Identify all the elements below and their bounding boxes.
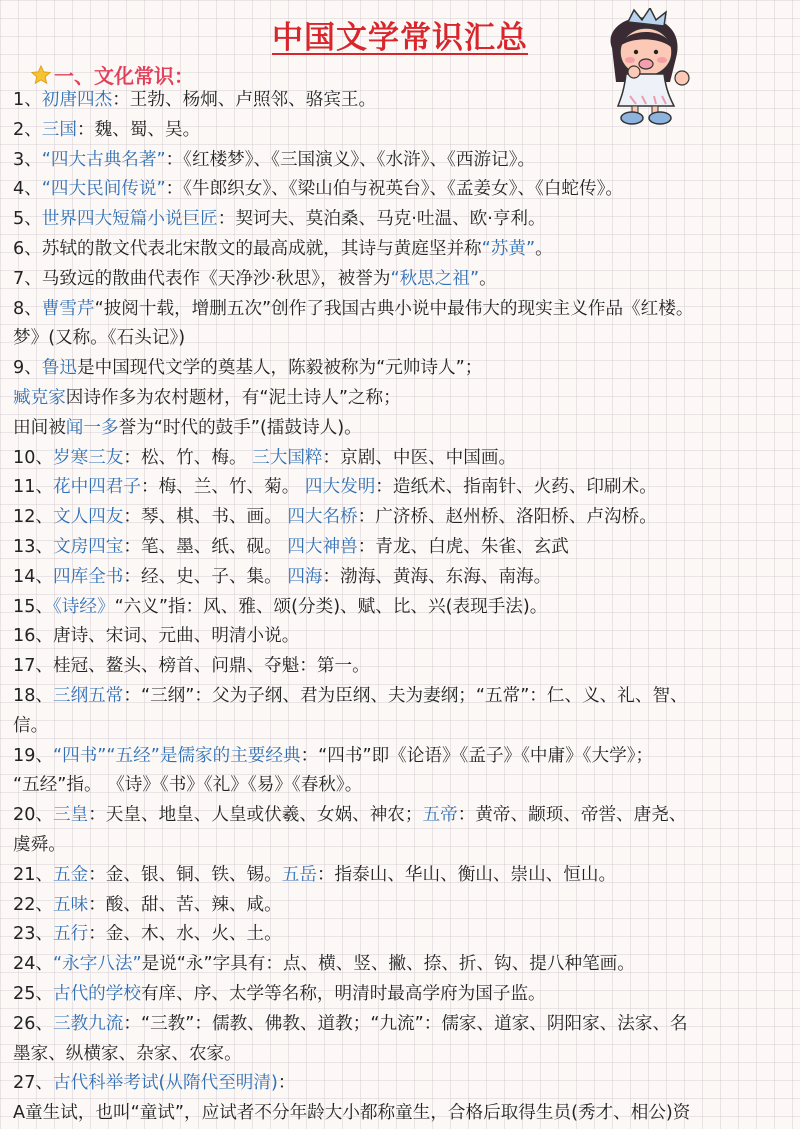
highlight-term: 五味 xyxy=(52,894,89,915)
text-line xyxy=(13,593,798,623)
highlight-term: 三纲五常 xyxy=(52,685,124,706)
line-text: 7、马致远的散曲代表作《天净沙·秋思》，被誉为 xyxy=(13,268,391,289)
text-line xyxy=(13,1099,798,1129)
line-text: 21、 xyxy=(13,864,53,885)
line-text: 23、 xyxy=(13,924,53,945)
highlight-term: 四大名桥 xyxy=(287,507,358,528)
highlight-term: 臧克家 xyxy=(13,387,66,408)
line-text: 誉为“时代的鼓手”(擂鼓诗人)。 xyxy=(118,417,362,438)
line-text: 5、 xyxy=(13,209,42,230)
line-text: “六义”指：风、雅、颂(分类)、赋、比、兴(表现手法)。 xyxy=(114,596,548,617)
text-line xyxy=(13,503,798,533)
line-text: 墨家、纵横家、杂家、农家。 xyxy=(13,1043,242,1064)
line-text: 虞舜。 xyxy=(13,834,66,855)
line-text: “五经”指。 《诗》《书》《礼》《易》《春秋》。 xyxy=(13,775,363,796)
line-text: 10、 xyxy=(13,447,53,468)
line-text: ：松、竹、梅。 xyxy=(123,447,253,468)
line-text: ：琴、棋、书、画。 xyxy=(123,507,288,528)
line-text: 12、 xyxy=(13,507,53,528)
line-text: ： xyxy=(277,1073,296,1094)
text-line xyxy=(13,235,798,265)
text-line xyxy=(13,473,798,503)
text-line xyxy=(13,1010,798,1040)
line-text: 3、 xyxy=(13,149,42,170)
line-text: 因诗作多为农村题材，有“泥土诗人”之称； xyxy=(65,387,401,408)
line-text: 。 xyxy=(535,238,553,259)
section-heading xyxy=(30,60,194,89)
line-text: 20、 xyxy=(13,805,53,826)
highlight-term: 三皇 xyxy=(52,805,89,826)
line-text: 6、苏轼的散文代表北宋散文的最高成就，其诗与黄庭坚并称 xyxy=(13,238,482,259)
highlight-term: “四书”“五经”是儒家的主要经典 xyxy=(52,745,301,766)
text-line xyxy=(13,563,798,593)
text-line xyxy=(13,950,798,980)
page-title: 中国文学常识汇总 xyxy=(272,20,528,56)
line-text: 。 xyxy=(479,268,497,289)
line-text: ：《牛郎织女》、《梁山伯与祝英台》、《孟姜女》、《白蛇传》。 xyxy=(165,179,624,200)
highlight-term: 古代的学校 xyxy=(52,983,141,1004)
line-text: 2、 xyxy=(13,119,42,140)
line-text: 22、 xyxy=(13,894,53,915)
line-text: ：指泰山、华山、衡山、崇山、恒山。 xyxy=(316,864,617,885)
line-text: 15、 xyxy=(13,596,53,617)
line-text: ：京剧、中医、中国画。 xyxy=(322,447,517,468)
line-text: 16、唐诗、宋词、元曲、明清小说。 xyxy=(13,626,300,647)
line-text: 27、 xyxy=(13,1073,53,1094)
text-line xyxy=(13,265,798,295)
text-line xyxy=(13,1040,798,1070)
highlight-term: 花中四君子 xyxy=(52,477,141,498)
line-text: 1、 xyxy=(13,90,42,110)
highlight-term: 三国 xyxy=(41,119,77,140)
line-text: ：“三纲”：父为子纲、君为臣纲、夫为妻纲；“五常”：仁、义、礼、智、 xyxy=(123,685,688,706)
section-heading-label: 一、文化常识： xyxy=(54,64,194,88)
line-text: 24、 xyxy=(13,954,53,975)
text-line xyxy=(13,622,798,652)
line-text: 有庠、序、太学等名称，明清时最高学府为国子监。 xyxy=(140,983,546,1004)
text-line xyxy=(13,384,798,414)
highlight-term: 五岳 xyxy=(281,864,317,885)
text-line xyxy=(13,146,798,176)
highlight-term: 四海 xyxy=(287,566,323,587)
text-line xyxy=(13,444,798,474)
text-line xyxy=(13,920,798,950)
line-text: 26、 xyxy=(13,1013,53,1034)
text-line xyxy=(13,980,798,1010)
line-text: 4、 xyxy=(13,179,42,200)
text-line xyxy=(13,205,798,235)
highlight-term: 三大国粹 xyxy=(252,447,323,468)
highlight-term: 五帝 xyxy=(422,805,458,826)
text-line xyxy=(13,1069,798,1099)
star-icon xyxy=(30,64,52,86)
text-line xyxy=(13,652,798,682)
text-line xyxy=(13,414,798,444)
line-text: ：酸、甜、苦、辣、咸。 xyxy=(88,894,282,915)
highlight-term: “秋思之祖” xyxy=(390,268,480,289)
line-text: ：广济桥、赵州桥、洛阳桥、卢沟桥。 xyxy=(357,507,657,528)
highlight-term: 初唐四杰 xyxy=(41,90,113,110)
line-text: 梦》(又称。《石头记》) xyxy=(13,328,186,349)
line-text: ：金、木、水、火、土。 xyxy=(88,924,282,945)
line-text: “披阅十载，增删五次”创作了我国古典小说中最伟大的现实主义作品《红楼。 xyxy=(94,298,694,319)
line-text: 是说“永”字具有：点、横、竖、撇、捺、折、钩、提八种笔画。 xyxy=(141,954,635,975)
line-text: ：渤海、黄海、东海、南海。 xyxy=(322,566,552,587)
text-line xyxy=(13,861,798,891)
line-text: 25、 xyxy=(13,983,53,1004)
highlight-term: 曹雪芹 xyxy=(41,298,95,319)
line-text: ：天皇、地皇、人皇或伏羲、女娲、神农； xyxy=(88,805,423,826)
line-text: ：魏、蜀、吴。 xyxy=(77,119,201,140)
text-line xyxy=(13,295,798,325)
line-text: 17、桂冠、鳌头、榜首、问鼎、夺魁：第一。 xyxy=(13,656,370,677)
text-line xyxy=(13,533,798,563)
line-text: ：《红楼梦》、《三国演义》、《水浒》、《西游记》。 xyxy=(165,149,536,170)
text-line xyxy=(13,354,798,384)
highlight-term: 古代科举考试(从隋代至明清) xyxy=(52,1073,278,1094)
highlight-term: 五金 xyxy=(52,864,89,885)
text-line xyxy=(13,801,798,831)
line-text: ：金、银、铜、铁、锡。 xyxy=(88,864,282,885)
highlight-term: 鲁迅 xyxy=(41,358,77,379)
text-line xyxy=(13,712,798,742)
highlight-term: 岁寒三友 xyxy=(52,447,124,468)
line-text: 19、 xyxy=(13,745,53,766)
text-line xyxy=(13,324,798,354)
highlight-term: “苏黄” xyxy=(481,238,536,259)
text-line xyxy=(13,742,798,772)
highlight-term: 文房四宝 xyxy=(52,536,124,557)
text-line xyxy=(13,771,798,801)
text-line xyxy=(13,891,798,921)
line-text: ：青龙、白虎、朱雀、玄武 xyxy=(357,536,569,557)
line-text: 信。 xyxy=(13,715,49,736)
line-text: 是中国现代文学的奠基人，陈毅被称为“元帅诗人”； xyxy=(77,358,483,379)
highlight-term: “永字八法” xyxy=(52,954,142,975)
text-line xyxy=(13,175,798,205)
line-text: A童生试，也叫“童试”，应试者不分年龄大小都称童生，合格后取得生员(秀才、相公)资 xyxy=(13,1103,691,1124)
text-line xyxy=(13,831,798,861)
highlight-term: 闻一多 xyxy=(65,417,119,438)
line-text: 14、 xyxy=(13,566,53,587)
highlight-term: 三教九流 xyxy=(52,1013,124,1034)
line-text: 18、 xyxy=(13,685,53,706)
highlight-term: 文人四友 xyxy=(52,507,124,528)
text-line xyxy=(13,86,798,116)
line-text: ：“四书”即《论语》《孟子》《中庸》《大学》； xyxy=(300,745,654,766)
highlight-term: 世界四大短篇小说巨匠 xyxy=(41,209,218,230)
line-text: ：梅、兰、竹、菊。 xyxy=(140,477,305,498)
highlight-term: 四大发明 xyxy=(304,477,376,498)
line-text: ：经、史、子、集。 xyxy=(123,566,288,587)
line-text: ：“三教”：儒教、佛教、道教；“九流”：儒家、道家、阴阳家、法家、名 xyxy=(123,1013,688,1034)
line-text: 田间被 xyxy=(13,417,66,438)
highlight-term: 四库全书 xyxy=(52,566,124,587)
highlight-term: “四大民间传说” xyxy=(41,179,166,200)
line-text: ：造纸术、指南针、火药、印刷术。 xyxy=(375,477,657,498)
text-line xyxy=(13,116,798,146)
text-line xyxy=(13,682,798,712)
highlight-term: 四大神兽 xyxy=(287,536,358,557)
line-text: 13、 xyxy=(13,536,53,557)
highlight-term: “四大古典名著” xyxy=(41,149,166,170)
highlight-term: 《诗经》 xyxy=(52,596,115,617)
line-text: ：王勃、杨炯、卢照邻、骆宾王。 xyxy=(112,90,377,110)
line-text: ：契诃夫、莫泊桑、马克·吐温、欧·亨利。 xyxy=(217,209,546,230)
line-text: 8、 xyxy=(13,298,42,319)
line-text: ：黄帝、颛顼、帝喾、唐尧、 xyxy=(457,805,687,826)
line-text: ：笔、墨、纸、砚。 xyxy=(123,536,288,557)
line-text: 11、 xyxy=(13,477,53,498)
highlight-term: 五行 xyxy=(52,924,89,945)
line-text: 9、 xyxy=(13,358,42,379)
content-lines xyxy=(13,86,798,1129)
